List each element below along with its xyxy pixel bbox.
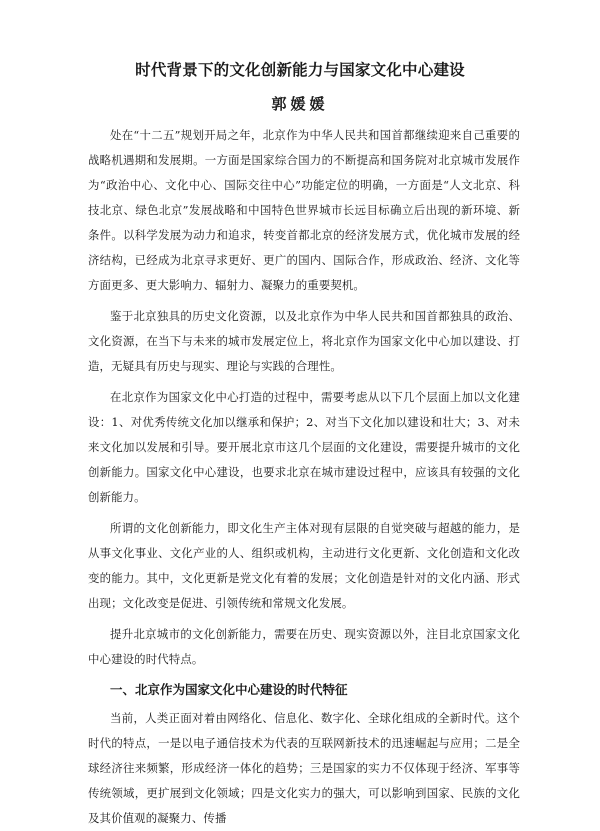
paragraph: 当前，人类正面对着由网络化、信息化、数字化、全球化组成的全新时代。这个时代的特点，一是以电子通信技术为代表的互联网新技术的迅速崛起与应用；二是全球经济往来频繁，形成经济一体化的趋势；三是国家的实力不仅体现于经济、军事等传统领域，更扩展到文化领域；四是文化实力的强大，可以影响到国家、民族的文化及其价值观的凝聚力、传播 [88,711,520,825]
paragraph: 鉴于北京独具的历史文化资源，以及北京作为中华人民共和国首都独具的政治、文化资源，在当下与未来的城市发展定位上，将北京作为国家文化中心加以建设、打造，无疑具有历史与现实、理论与实践的合理性。 [88,309,520,373]
section-heading: 一、北京作为国家文化中心建设的时代特征 [110,682,348,697]
paragraph: 所谓的文化创新能力，即文化生产主体对现有层限的自觉突破与超越的能力，是从事文化事业、文化产业的人、组织或机构，主动进行文化更新、文化创造和文化改变的能力。其中，文化更新是党文化有着的发展；文化创造是针对的文化内涵、形式出现；文化改变是促进、引领传统和常规文化发展。 [88,521,520,610]
paragraph: 在北京作为国家文化中心打造的过程中，需要考虑从以下几个层面上加以文化建设：1、对优秀传统文化加以继承和保护；2、对当下文化加以建设和壮大；3、对未来文化加以发展和引导。要开展北京市这几个层面的文化建设，需要提升城市的文化创新能力。国家文化中心建设，也要求北京在城市建设过程中，应该具有较强的文化创新能力。 [88,390,520,504]
document-body [88,123,520,831]
author-name: 郭媛媛 [271,95,329,113]
paragraph: 提升北京城市的文化创新能力，需要在历史、现实资源以外，注目北京国家文化中心建设的时代特点。 [88,627,520,666]
paragraph: 处在“十二五”规划开局之年，北京作为中华人民共和国首都继续迎来自己重要的战略机遇期和发展期。一方面是国家综合国力的不断提高和国务院对北京城市发展作为“政治中心、文化中心、国际交往中心”功能定位的明确，一方面是“人文北京、科技北京、绿色北京”发展战略和中国特色世界城市长远目标确立后出现的新环境、新条件。以科学发展为动力和追求，转变首都北京的经济发展方式，优化城市发展的经济结构，已经成为北京寻求更好、更广的国内、国际合作，形成政治、经济、文化等方面更多、更大影响力、辐射力、凝聚力的重要契机。 [88,128,520,292]
document-title: 时代背景下的文化创新能力与国家文化中心建设 [135,61,465,79]
